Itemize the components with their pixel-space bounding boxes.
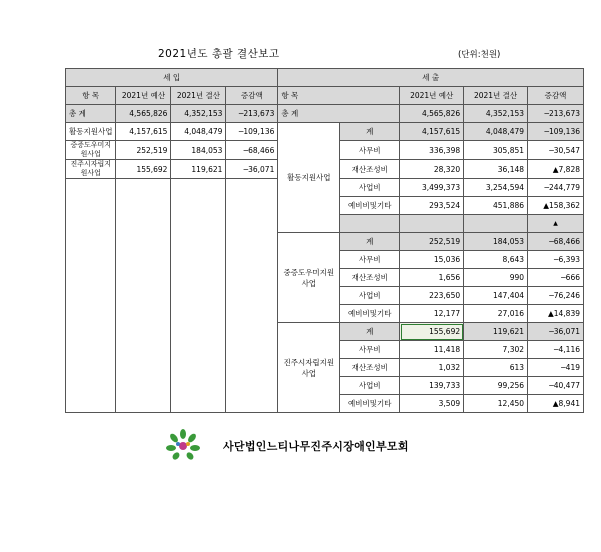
expense-diff: ─40,477 bbox=[528, 377, 584, 395]
expense-settle: 27,016 bbox=[464, 305, 528, 323]
expense-group-label: 활동지원사업 bbox=[278, 123, 340, 233]
income-settle: 184,053 bbox=[171, 141, 226, 160]
col-diff: 증감액 bbox=[528, 87, 584, 105]
income-label: 진주시자립지원사업 bbox=[66, 160, 116, 179]
expense-label: 사무비 bbox=[340, 341, 400, 359]
expense-label: 예비비및기타 bbox=[340, 197, 400, 215]
expense-diff: ─4,116 bbox=[528, 341, 584, 359]
col-budget: 2021년 예산 bbox=[400, 87, 464, 105]
expense-settle: 119,621 bbox=[464, 323, 528, 341]
col-item: 항 목 bbox=[278, 87, 400, 105]
expense-diff: ─244,779 bbox=[528, 179, 584, 197]
total-diff: ─213,673 bbox=[528, 105, 584, 123]
expense-budget: 1,032 bbox=[400, 359, 464, 377]
expense-label: 사업비 bbox=[340, 377, 400, 395]
income-empty-cell bbox=[226, 179, 278, 413]
expense-diff: ▲ bbox=[528, 215, 584, 233]
expense-budget: 12,177 bbox=[400, 305, 464, 323]
expense-diff: ─76,246 bbox=[528, 287, 584, 305]
expense-diff: ─419 bbox=[528, 359, 584, 377]
expense-diff: ─68,466 bbox=[528, 233, 584, 251]
income-empty-cell bbox=[171, 179, 226, 413]
total-budget: 4,565,826 bbox=[400, 105, 464, 123]
total-label: 총 계 bbox=[278, 105, 400, 123]
expense-diff: ─109,136 bbox=[528, 123, 584, 141]
col-settle: 2021년 결산 bbox=[171, 87, 226, 105]
expense-settle: 99,256 bbox=[464, 377, 528, 395]
income-diff: ─109,136 bbox=[226, 123, 278, 141]
expense-budget: 223,650 bbox=[400, 287, 464, 305]
col-settle: 2021년 결산 bbox=[464, 87, 528, 105]
expense-label: 계 bbox=[340, 123, 400, 141]
income-diff: ─36,071 bbox=[226, 160, 278, 179]
expense-settle: 990 bbox=[464, 269, 528, 287]
expense-group-label: 진주시자립지원사업 bbox=[278, 323, 340, 413]
expense-budget: 28,320 bbox=[400, 160, 464, 179]
expense-budget: 139,733 bbox=[400, 377, 464, 395]
income-settle: 119,621 bbox=[171, 160, 226, 179]
expense-label: 예비비및기타 bbox=[340, 395, 400, 413]
expense-settle: 147,404 bbox=[464, 287, 528, 305]
organization-logo-icon bbox=[163, 428, 203, 462]
expense-budget: 3,499,373 bbox=[400, 179, 464, 197]
income-settle: 4,048,479 bbox=[171, 123, 226, 141]
expense-settle: 7,302 bbox=[464, 341, 528, 359]
expense-diff: ─36,071 bbox=[528, 323, 584, 341]
income-label: 중증도우미지원사업 bbox=[66, 141, 116, 160]
total-settle: 4,352,153 bbox=[171, 105, 226, 123]
total-label: 총 계 bbox=[66, 105, 116, 123]
expense-budget: 336,398 bbox=[400, 141, 464, 160]
expense-label: 계 bbox=[340, 323, 400, 341]
report-title: 2021년도 총괄 결산보고 bbox=[158, 48, 280, 60]
expense-label: 사업비 bbox=[340, 179, 400, 197]
organization-name: 사단법인느티나무진주시장애인부모회 bbox=[223, 440, 409, 453]
expense-header: 세 출 bbox=[278, 69, 584, 87]
expense-budget bbox=[400, 215, 464, 233]
expense-diff: ─30,547 bbox=[528, 141, 584, 160]
expense-settle: 8,643 bbox=[464, 251, 528, 269]
expense-budget: 15,036 bbox=[400, 251, 464, 269]
expense-label bbox=[340, 215, 400, 233]
total-diff: ─213,673 bbox=[226, 105, 278, 123]
total-settle: 4,352,153 bbox=[464, 105, 528, 123]
expense-settle: 3,254,594 bbox=[464, 179, 528, 197]
expense-group-label: 중증도우미지원사업 bbox=[278, 233, 340, 323]
expense-budget: 4,157,615 bbox=[400, 123, 464, 141]
income-budget: 155,692 bbox=[116, 160, 171, 179]
col-budget: 2021년 예산 bbox=[116, 87, 171, 105]
income-header: 세 입 bbox=[66, 69, 278, 87]
col-diff: 증감액 bbox=[226, 87, 278, 105]
expense-settle: 184,053 bbox=[464, 233, 528, 251]
total-budget: 4,565,826 bbox=[116, 105, 171, 123]
expense-budget: 3,509 bbox=[400, 395, 464, 413]
expense-label: 계 bbox=[340, 233, 400, 251]
expense-settle: 36,148 bbox=[464, 160, 528, 179]
income-label: 활동지원사업 bbox=[66, 123, 116, 141]
expense-diff: ▲7,828 bbox=[528, 160, 584, 179]
expense-diff: ─6,393 bbox=[528, 251, 584, 269]
expense-label: 사업비 bbox=[340, 287, 400, 305]
expense-settle: 12,450 bbox=[464, 395, 528, 413]
expense-diff: ─666 bbox=[528, 269, 584, 287]
expense-label: 재산조성비 bbox=[340, 269, 400, 287]
income-diff: ─68,466 bbox=[226, 141, 278, 160]
expense-settle: 305,851 bbox=[464, 141, 528, 160]
expense-settle: 613 bbox=[464, 359, 528, 377]
expense-budget: 293,524 bbox=[400, 197, 464, 215]
expense-budget: 252,519 bbox=[400, 233, 464, 251]
report-sheet bbox=[48, 40, 584, 478]
income-budget: 252,519 bbox=[116, 141, 171, 160]
expense-diff: ▲14,839 bbox=[528, 305, 584, 323]
income-budget: 4,157,615 bbox=[116, 123, 171, 141]
income-empty-cell bbox=[66, 179, 116, 413]
unit-label: (단위:천원) bbox=[458, 50, 501, 60]
expense-settle: 4,048,479 bbox=[464, 123, 528, 141]
expense-budget-selected-cell[interactable]: 155,692 bbox=[400, 323, 464, 341]
expense-label: 사무비 bbox=[340, 251, 400, 269]
expense-diff: ▲158,362 bbox=[528, 197, 584, 215]
settlement-table bbox=[65, 68, 584, 413]
col-item: 항 목 bbox=[66, 87, 116, 105]
expense-label: 재산조성비 bbox=[340, 160, 400, 179]
expense-budget: 11,418 bbox=[400, 341, 464, 359]
income-empty-cell bbox=[116, 179, 171, 413]
expense-budget: 1,656 bbox=[400, 269, 464, 287]
title-row bbox=[48, 42, 584, 66]
expense-settle: 451,886 bbox=[464, 197, 528, 215]
expense-settle bbox=[464, 215, 528, 233]
expense-label: 사무비 bbox=[340, 141, 400, 160]
expense-label: 예비비및기타 bbox=[340, 305, 400, 323]
expense-label: 재산조성비 bbox=[340, 359, 400, 377]
expense-diff: ▲8,941 bbox=[528, 395, 584, 413]
